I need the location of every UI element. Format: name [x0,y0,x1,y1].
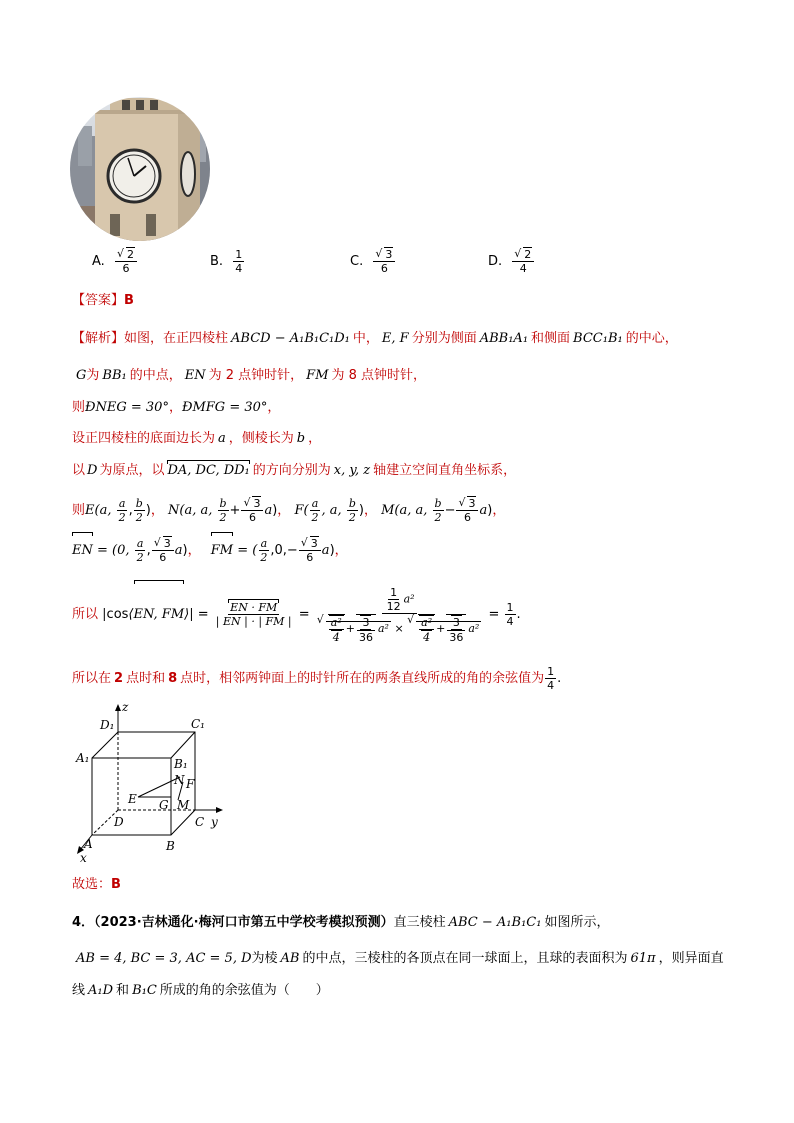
label-c: C [195,815,205,829]
answer-line [72,292,134,310]
analysis-line-8-cosine: 所以 |cos⟨EN, FM⟩| = $\frac{EN \cdot FM}{| EN | \cdot | FM |}$ = $\frac{1}{12}$ a² √ $\frac{\text{a²}}{4}$ + $\frac{3}{36}$ a² × √ $\frac{\text{a²}}{4}$ + $\frac{3}{36}$ a² = $\frac{1}{4}$ . [72,582,521,648]
analysis-line-9: 所以在 2 点时和 8 点时，相邻两钟面上的时针所在的两条直线所成的角的余弦值为 $\frac{1}{4}$ . [72,665,562,692]
analysis-line-2: G为 BB₁ 的中点， EN 为 2 点钟时针， FM 为 8 点钟时针， [76,368,427,383]
analysis-line-7-vectors: EN = (0, $\frac{a}{2}$ , √ $\frac{3}{6}$ a)， FM = ( $\frac{a}{2}$ ,0,− √ $\frac{3}{6}$ a)， [72,534,348,568]
option-d[interactable]: D. √ $\frac{2}{4}$ [488,248,535,275]
clock-tower-photo [70,96,210,242]
analysis-line-1: 【解析】如图，在正四棱柱 ABCD − A₁B₁C₁D₁ 中， E, F 分别为侧面 ABB₁A₁ 和侧面 BCC₁B₁ 的中心， [72,331,678,346]
question-4-line-2: AB = 4, BC = 3, AC = 5, D为棱 AB 的中点，三棱柱的各顶点在同一球面上，且球的表面积为 61π ，则异面直 [76,951,724,966]
label-m: M [177,798,190,812]
option-a[interactable]: A. √ $\frac{2}{6}$ [92,248,138,275]
analysis-line-5: 以 D 为原点，以 DA, DC, DD₁ 的方向分别为 x, y, z 轴建立空间直角坐标系， [72,463,517,478]
label-n: N [174,773,185,787]
answer-tag: 【答案】 [72,293,125,308]
question-number: 4． [72,915,95,930]
label-d1: D₁ [100,718,115,732]
analysis-line-4: 设正四棱柱的底面边长为 a ，侧棱长为 b ， [72,431,322,446]
question-4-line-3: 线 A₁D 和 B₁C 所成的角的余弦值为（ ） [72,983,329,998]
analysis-tag: 【解析】 [72,331,125,346]
label-z: z [122,702,129,714]
label-b: B [166,839,175,853]
label-g: G [159,798,169,812]
question-4-line-1: 4．（2023·吉林通化·梅河口市第五中学校考模拟预测）直三棱柱 ABC − A₁B₁C₁ 如图所示， [72,915,610,930]
label-c1: C₁ [191,717,205,731]
label-a1: A₁ [76,751,90,765]
label-x: x [80,851,87,864]
label-b1: B₁ [174,757,188,771]
answer-value: B [124,293,134,308]
label-e: E [128,792,137,806]
label-d: D [114,815,124,829]
cube-figure [70,702,230,864]
label-y: y [211,815,218,829]
option-b[interactable]: B. $\frac{1}{4}$ [210,248,243,275]
analysis-line-6-coords: 则E(a, $\frac{a}{2}$ , $\frac{b}{2}$ )， N(a, a, $\frac{b}{2}$ + √ $\frac{3}{6}$ a)， F( $\frac{a}{2}$ , a, $\frac{b}{2}$ )， M(a, a, $\frac{b}{2}$ − √ $\frac{3}{6}$ a)， [72,494,505,528]
label-a: A [84,837,93,851]
analysis-line-3: 则ÐNEG = 30°，ÐMFG = 30°， [72,400,281,415]
question-source: （2023·吉林通化·梅河口市第五中学校考模拟预测） [94,915,394,930]
option-c[interactable]: C. √ $\frac{3}{6}$ [350,248,396,275]
choose-line: 故选：B [72,877,121,892]
label-f: F [186,777,195,791]
